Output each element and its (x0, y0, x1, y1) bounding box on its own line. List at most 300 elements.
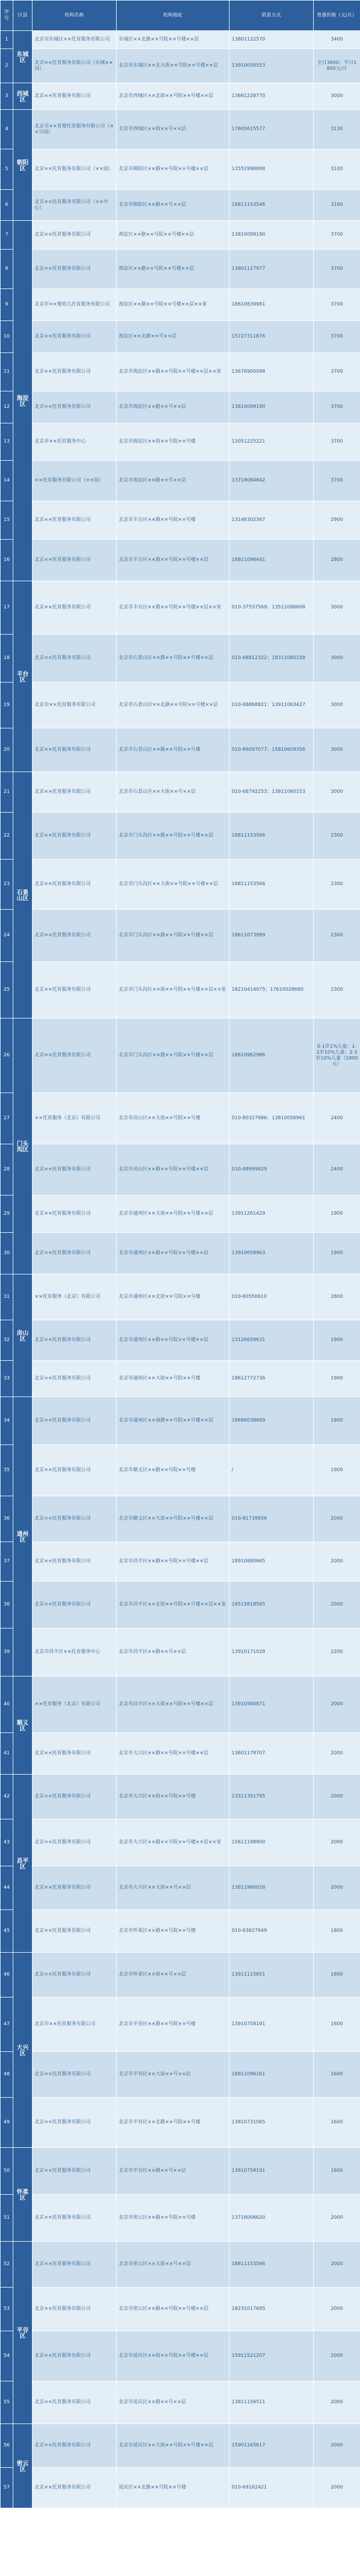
price-value: 1800 (314, 1910, 360, 1953)
org-address: 北京市怀柔区××街××号××层 (117, 1953, 230, 1997)
org-address: 北京市密云区××路××号院××号楼××层 (117, 2288, 230, 2331)
org-name: 北京××托育服务有限公司 (32, 1445, 117, 1496)
district-cell: 通州区 (13, 1397, 32, 1676)
price-value: 1900 (314, 1445, 360, 1496)
org-address: 北京市门头沟区××路××号院××号楼××层 (117, 813, 230, 860)
contact-phone: 13676900098 (230, 353, 314, 391)
row-number: 44 (1, 1866, 13, 1910)
row-number: 13 (1, 423, 13, 461)
price-value: 1600 (314, 1997, 360, 2052)
header-contact: 联系方式 (230, 1, 314, 31)
row-number: 57 (1, 2468, 13, 2508)
contact-phone: 13810099190 (230, 391, 314, 423)
org-name: 北京××托育服务有限公司 (32, 1018, 117, 1093)
table-row (1, 683, 360, 728)
org-name: 北京××托育服务有限公司 (32, 2331, 117, 2381)
price-value: 3700 (314, 221, 360, 250)
org-address: 北京市通州区××北街××号院××号楼 (117, 1274, 230, 1320)
price-value: 1600 (314, 2148, 360, 2195)
contact-phone: 18911096161 (230, 2052, 314, 2098)
org-name: 北京××托育服务有限公司（东城××园） (32, 49, 117, 83)
table-row (1, 1910, 360, 1953)
table-row (1, 1397, 360, 1445)
row-number: 49 (1, 2098, 13, 2148)
price-value: 2300 (314, 813, 360, 860)
org-address: 北京市延庆区××大街××号院××号楼××层 (117, 2424, 230, 2468)
org-address: 北京市朝阳区××路××号××层 (117, 190, 230, 221)
org-name: 北京××托育服务有限公司 (32, 1542, 117, 1582)
contact-phone: 010-69162421 (230, 2468, 314, 2508)
contact-phone: 010-68812322；18311085158 (230, 635, 314, 683)
row-number: 22 (1, 813, 13, 860)
contact-phone: 13051225221 (230, 423, 314, 461)
price-value: 2000 (314, 1819, 360, 1866)
contact-phone: 15611198900 (230, 1819, 314, 1866)
org-address: 北京市海淀区××路××号××层 (117, 461, 230, 501)
price-value: 2000 (314, 1542, 360, 1582)
contact-phone: 13811960028 (230, 1866, 314, 1910)
header-district: 区县 (13, 1, 32, 31)
row-number: 38 (1, 1582, 13, 1628)
org-address: 北京市大兴区××街××号院××号楼 (117, 1775, 230, 1819)
row-number: 48 (1, 2052, 13, 2098)
org-name: 北京××托育服务有限公司 (32, 250, 117, 289)
org-name: 北京××托育服务有限公司 (32, 391, 117, 423)
row-number: 56 (1, 2424, 13, 2468)
org-name: 北京××托育服务有限公司 (32, 1361, 117, 1397)
table-row (1, 2098, 360, 2148)
table-row (1, 1997, 360, 2052)
org-address: 北京市平谷区××路××号院××号楼 (117, 1997, 230, 2052)
row-number: 52 (1, 2242, 13, 2288)
price-value: 2000 (314, 2195, 360, 2242)
price-value: 2300 (314, 860, 360, 910)
price-value: 1800 (314, 1953, 360, 1997)
contact-phone: 18811153566 (230, 2242, 314, 2288)
table-row (1, 190, 360, 221)
org-address: 海淀区××路××号院××号楼××层 (117, 221, 230, 250)
row-number: 47 (1, 1997, 13, 2052)
price-value: 3400 (314, 31, 360, 49)
table-row (1, 2424, 360, 2468)
org-name: 北京市昌平区××托育服务中心 (32, 1628, 117, 1676)
contact-phone: 18515818565 (230, 1582, 314, 1628)
row-number: 40 (1, 1676, 13, 1733)
contact-phone: 13311391795 (230, 1775, 314, 1819)
table-row (1, 110, 360, 149)
contact-phone: 18611073999 (230, 910, 314, 962)
price-value: 1900 (314, 1233, 360, 1274)
table-row (1, 910, 360, 962)
contact-phone: 010-60550610 (230, 1274, 314, 1320)
contact-phone: 13716006620 (230, 2195, 314, 2242)
row-number: 32 (1, 1320, 13, 1361)
price-value: 全日3600；半日1800元/月 (314, 49, 360, 83)
org-name: 北京××托育服务有限公司 (32, 1910, 117, 1953)
table-row (1, 461, 360, 501)
price-value: 2300 (314, 962, 360, 1018)
contact-phone: 010-37537569；13511086608 (230, 581, 314, 635)
contact-phone: 18811153566 (230, 813, 314, 860)
org-name: 北京××托育服务有限公司 (32, 1733, 117, 1775)
row-number: 35 (1, 1445, 13, 1496)
price-value: 2000 (314, 2468, 360, 2508)
price-value: 2000 (314, 1775, 360, 1819)
row-number: 9 (1, 289, 13, 321)
org-name: 北京市××托育服务有限公司 (32, 1997, 117, 2052)
contact-phone: 13810099190 (230, 221, 314, 250)
contact-phone: 13601178707 (230, 1733, 314, 1775)
org-address: 北京市大兴区××路××号院××号楼××层××室 (117, 1819, 230, 1866)
table-row (1, 353, 360, 391)
table-row (1, 1676, 360, 1733)
price-value: 2000 (314, 2331, 360, 2381)
district-cell: 顺义区 (13, 1676, 32, 1775)
district-cell: 平谷区 (13, 2242, 32, 2424)
district-cell: 西城区 (13, 83, 32, 110)
district-cell: 房山区 (13, 1274, 32, 1397)
org-name: 北京××托育服务有限公司 (32, 221, 117, 250)
contact-phone: 010-86097077；15810609356 (230, 728, 314, 772)
contact-phone: 18811153566 (230, 860, 314, 910)
org-name: ××托育服务（北京）有限公司 (32, 1676, 117, 1733)
table-row (1, 581, 360, 635)
org-address: 北京市顺义区××路××号院××号楼 (117, 1445, 230, 1496)
org-address: 北京市海淀区××街××号院××号楼 (117, 423, 230, 461)
row-number: 54 (1, 2331, 13, 2381)
row-number: 34 (1, 1397, 13, 1445)
district-cell: 密云区 (13, 2424, 32, 2508)
org-address: 北京市朝阳区××路××号院××号楼××层 (117, 149, 230, 190)
price-value: 3000 (314, 728, 360, 772)
header-price: 普惠价格（元/月） (314, 1, 360, 31)
table-row (1, 772, 360, 813)
org-name: 北京市××托育服务有限公司 (32, 683, 117, 728)
org-address: 延庆区××北路××号院××号楼 (117, 2468, 230, 2508)
org-address: 北京市密云区××大街××号××层 (117, 2242, 230, 2288)
district-cell: 海淀区 (13, 221, 32, 581)
table-row (1, 423, 360, 461)
org-address: 北京市昌平区××路××号××层 (117, 1628, 230, 1676)
org-name: 北京××托育服务有限公司 (32, 83, 117, 110)
price-value: 2300 (314, 910, 360, 962)
contact-phone: 13910658963 (230, 1233, 314, 1274)
org-name: 北京××托育服务有限公司 (32, 635, 117, 683)
header-org-address: 机构地址 (117, 1, 230, 31)
row-number: 16 (1, 540, 13, 581)
org-name: 北京××托育服务有限公司 (32, 1195, 117, 1233)
table-row (1, 2148, 360, 2195)
org-address: 海淀区××路××号院××号楼××层 (117, 250, 230, 289)
price-value: 1900 (314, 1397, 360, 1445)
table-row (1, 860, 360, 910)
row-number: 36 (1, 1496, 13, 1542)
org-name: 北京××托育服务有限公司 (32, 1819, 117, 1866)
row-number: 29 (1, 1195, 13, 1233)
org-address: 北京市昌平区××大街××号院××号楼××层 (117, 1676, 230, 1733)
org-address: 北京市西城区××北街××号院××号楼××层 (117, 83, 230, 110)
org-address: 北京市怀柔区××路××号院××号楼 (117, 1910, 230, 1953)
table-row (1, 221, 360, 250)
org-name: ××托育服务（北京）有限公司 (32, 1093, 117, 1144)
row-number: 51 (1, 2195, 13, 2242)
org-address: 北京市延庆区××街××号院××号楼××层 (117, 2331, 230, 2381)
org-name: 北京××托育服务有限公司 (32, 1397, 117, 1445)
org-address: 北京市大兴区××路××号院××号楼××层 (117, 1733, 230, 1775)
contact-phone: 13146302367 (230, 501, 314, 540)
row-number: 4 (1, 110, 13, 149)
org-name: 北京××托育服务有限公司 (32, 1144, 117, 1195)
org-name: 北京××托育服务有限公司（××园） (32, 149, 117, 190)
contact-phone: 18686038689 (230, 1397, 314, 1445)
contact-phone: 18811153546 (230, 190, 314, 221)
org-address: 北京市石景山区××北路××号院××号楼××层 (117, 683, 230, 728)
row-number: 18 (1, 635, 13, 683)
row-number: 46 (1, 1953, 13, 1997)
org-address: 北京市石景山区××大街××号××层 (117, 772, 230, 813)
contact-phone: 13910758191 (230, 2148, 314, 2195)
table-row (1, 1866, 360, 1910)
table-row (1, 1775, 360, 1819)
org-name: 北京××托育服务有限公司 (32, 772, 117, 813)
price-value: 3700 (314, 289, 360, 321)
header-org-name: 机构名称 (32, 1, 117, 31)
table-row (1, 2381, 360, 2424)
row-number: 17 (1, 581, 13, 635)
table-row (1, 289, 360, 321)
table-row (1, 2288, 360, 2331)
row-number: 8 (1, 250, 13, 289)
row-number: 26 (1, 1018, 13, 1093)
row-number: 53 (1, 2288, 13, 2331)
row-number: 42 (1, 1775, 13, 1819)
table-row (1, 728, 360, 772)
price-value: 2400 (314, 1144, 360, 1195)
price-value: 0-1岁1%儿童；1-2岁10%儿童；2-3岁10%儿童（1800元） (314, 1018, 360, 1093)
district-cell: 丰台区 (13, 581, 32, 772)
table-row (1, 1233, 360, 1274)
row-number: 28 (1, 1144, 13, 1195)
row-number: 19 (1, 683, 13, 728)
table-row (1, 31, 360, 49)
contact-phone: 18612772736 (230, 1361, 314, 1397)
row-number: 10 (1, 321, 13, 353)
row-number: 30 (1, 1233, 13, 1274)
price-value: 3130 (314, 110, 360, 149)
table-row (1, 1093, 360, 1144)
org-address: 北京市门头沟区××大街××号院××号楼××层 (117, 860, 230, 910)
contact-phone: 13910171028 (230, 1628, 314, 1676)
row-number: 50 (1, 2148, 13, 2195)
contact-phone: 13126659631 (230, 1320, 314, 1361)
table-row (1, 635, 360, 683)
org-address: 北京市门头沟区××街××号院××号楼××层××室 (117, 962, 230, 1018)
org-name: 北京××托育服务有限公司 (32, 2381, 117, 2424)
org-address: 北京市昌平区××北街××号院××号楼××层××室 (117, 1582, 230, 1628)
table-row (1, 2331, 360, 2381)
org-address: 北京市大兴区××大街××号××层 (117, 1866, 230, 1910)
contact-phone: 010-81739956 (230, 1496, 314, 1542)
price-value: 3100 (314, 190, 360, 221)
table-row (1, 1144, 360, 1195)
org-name: 北京××托育服务有限公司（××中心） (32, 190, 117, 221)
contact-phone: 13811156511 (230, 2381, 314, 2424)
org-name: 北京××托育服务有限公司 (32, 1233, 117, 1274)
row-number: 55 (1, 2381, 13, 2424)
price-value: 2900 (314, 501, 360, 540)
price-value: 2000 (314, 1582, 360, 1628)
table-row (1, 540, 360, 581)
org-name: 北京××托育服务有限公司 (32, 1320, 117, 1361)
contact-phone: 18810962986 (230, 1018, 314, 1093)
org-name: 北京××托育服务有限公司 (32, 1775, 117, 1819)
org-address: 北京市平谷区××路××号××层 (117, 2148, 230, 2195)
org-address: 北京市房山区××大街××号院××号楼 (117, 1093, 230, 1144)
price-value: 3000 (314, 683, 360, 728)
row-number: 1 (1, 31, 13, 49)
org-address: 北京市丰台区××路××号院××号楼 (117, 501, 230, 540)
price-value: 1600 (314, 2098, 360, 2148)
header-row (1, 1, 360, 31)
org-name: 北京××托育服务有限公司 (32, 2098, 117, 2148)
org-name: 北京××托育服务有限公司 (32, 860, 117, 910)
row-number: 5 (1, 149, 13, 190)
org-address: 北京市通州区××路××号院××号楼××层 (117, 1233, 230, 1274)
district-cell: 门头沟区 (13, 1018, 32, 1274)
contact-phone: 18610839981 (230, 289, 314, 321)
row-number: 2 (1, 49, 13, 83)
table-row (1, 1819, 360, 1866)
row-number: 3 (1, 83, 13, 110)
org-address: 北京市平谷区××大街××号××层 (117, 2052, 230, 2098)
row-number: 12 (1, 391, 13, 423)
price-value: 2000 (314, 1733, 360, 1775)
price-value: 3700 (314, 250, 360, 289)
price-value: 3000 (314, 772, 360, 813)
price-value: 3700 (314, 321, 360, 353)
price-value: 2000 (314, 2424, 360, 2468)
row-number: 6 (1, 190, 13, 221)
org-address: 北京市平谷区××北路××号院××号楼 (117, 2098, 230, 2148)
contact-phone: 18910880665 (230, 1542, 314, 1582)
org-address: 北京市顺义区××大街××号院××号楼××层 (117, 1496, 230, 1542)
row-number: 7 (1, 221, 13, 250)
table-row (1, 813, 360, 860)
row-number: 15 (1, 501, 13, 540)
price-value: 3100 (314, 149, 360, 190)
contact-phone: 13661228770 (230, 83, 314, 110)
org-address: 北京市通州区××南路××号院××号楼××层 (117, 1397, 230, 1445)
org-address: 东城区××北路××号院××号楼××层 (117, 31, 230, 49)
row-number: 31 (1, 1274, 13, 1320)
row-number: 23 (1, 860, 13, 910)
org-name: 北京××托育服务有限公司 (32, 353, 117, 391)
price-value: 3000 (314, 83, 360, 110)
org-name: 北京××托育服务有限公司 (32, 540, 117, 581)
price-value: 3000 (314, 581, 360, 635)
contact-phone: 010-80327986；13810056961 (230, 1093, 314, 1144)
contact-phone: 18231017695 (230, 2288, 314, 2331)
price-value: 2400 (314, 1093, 360, 1144)
price-value: 2000 (314, 2242, 360, 2288)
table-row (1, 1542, 360, 1582)
org-name: 北京××托育服务有限公司 (32, 321, 117, 353)
table-row (1, 2468, 360, 2508)
org-name: 北京××托育服务有限公司 (32, 1866, 117, 1910)
org-address: 北京市石景山区××路××号院××号楼××层 (117, 635, 230, 683)
org-name: 北京××托育服务有限公司 (32, 581, 117, 635)
org-address: 北京市海淀区××路××号院××号楼××层××室 (117, 353, 230, 391)
org-name: 北京××托育服务有限公司 (32, 2288, 117, 2331)
price-value: 2000 (314, 1676, 360, 1733)
table-row (1, 501, 360, 540)
contact-phone: 15901165617 (230, 2424, 314, 2468)
price-value: 3700 (314, 353, 360, 391)
contact-phone: / (230, 1445, 314, 1496)
org-name: 北京××托育服务有限公司 (32, 501, 117, 540)
org-name: 北京××托育服务有限公司 (32, 1582, 117, 1628)
table-row (1, 49, 360, 83)
org-name: 北京××托育服务有限公司 (32, 1953, 117, 1997)
price-value: 3700 (314, 391, 360, 423)
org-name: 北京××托育服务有限公司 (32, 1496, 117, 1542)
org-name: 北京××托育服务有限公司 (32, 910, 117, 962)
org-name: 北京市××婴幼儿托育服务有限公司 (32, 289, 117, 321)
contact-phone: 010-63627949 (230, 1910, 314, 1953)
table-row (1, 1195, 360, 1233)
table-row (1, 149, 360, 190)
table-row (1, 1582, 360, 1628)
org-address: 北京市海淀区××路××号××层 (117, 391, 230, 423)
org-name: 北京××托育服务有限公司 (32, 2148, 117, 2195)
org-name: 北京市××托育服务中心 (32, 423, 117, 461)
table-row (1, 1018, 360, 1093)
row-number: 33 (1, 1361, 13, 1397)
table-row (1, 1628, 360, 1676)
org-address: 北京市门头沟区××路××号院××号楼××层 (117, 910, 230, 962)
price-value: 2200 (314, 1628, 360, 1676)
price-value: 1900 (314, 1361, 360, 1397)
org-name: 北京××托育服务有限公司 (32, 962, 117, 1018)
table-row (1, 321, 360, 353)
contact-phone: 13910560871 (230, 1676, 314, 1733)
org-address: 北京市通州区××大街××号院××号楼××层 (117, 1195, 230, 1233)
contact-phone: 15911521207 (230, 2331, 314, 2381)
row-number: 14 (1, 461, 13, 501)
price-value: 3000 (314, 635, 360, 683)
row-number: 27 (1, 1093, 13, 1144)
org-name: 北京××托育服务有限公司 (32, 2195, 117, 2242)
row-number: 24 (1, 910, 13, 962)
contact-phone: 010-68792253；13911060153 (230, 772, 314, 813)
contact-phone: 13910050553 (230, 49, 314, 83)
org-address: 北京市丰台区××路××号院××号楼××层 (117, 540, 230, 581)
contact-phone: 13801127977 (230, 250, 314, 289)
row-number: 20 (1, 728, 13, 772)
row-number: 25 (1, 962, 13, 1018)
row-number: 43 (1, 1819, 13, 1866)
row-number: 11 (1, 353, 13, 391)
district-cell: 昌平区 (13, 1775, 32, 1953)
contact-phone: 010-68868821；13911063427 (230, 683, 314, 728)
price-value: 2000 (314, 1866, 360, 1910)
org-name: ××托育服务（北京）有限公司 (32, 1274, 117, 1320)
org-name: 北京××托育服务有限公司 (32, 2242, 117, 2288)
table-row (1, 962, 360, 1018)
contact-phone: 18811096441 (230, 540, 314, 581)
price-value: 1900 (314, 1195, 360, 1233)
contact-phone: 17600615577 (230, 110, 314, 149)
